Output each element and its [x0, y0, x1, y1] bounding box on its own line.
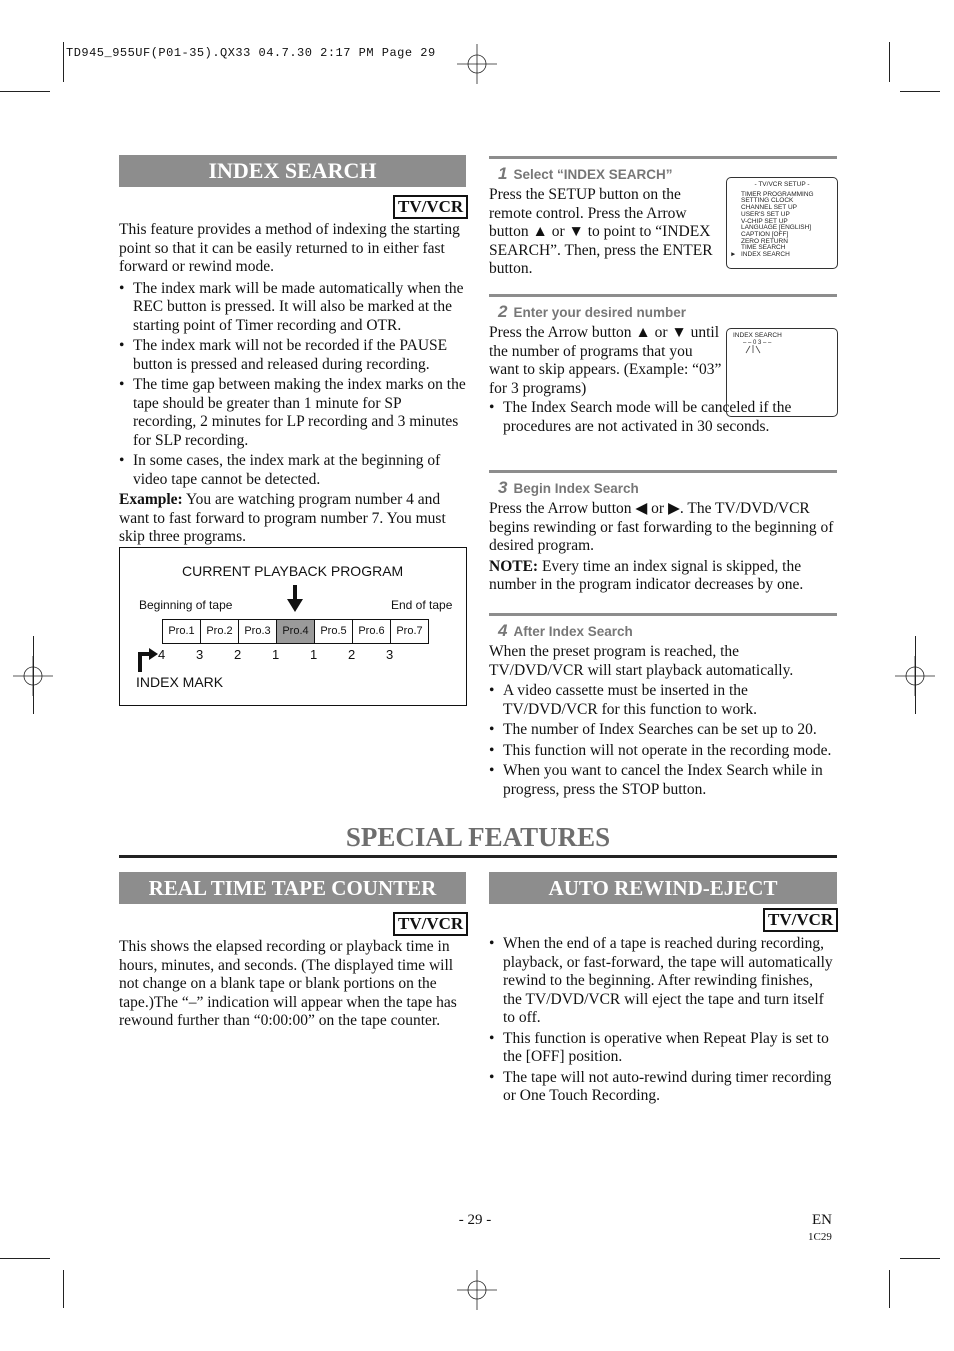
step-divider	[489, 156, 837, 159]
step-1-text: Press the SETUP button on the remote control. Press the Arrow button ▲ or ▼ to point to “INDEX SEARCH”. Then, press the ENTER button.	[489, 186, 713, 277]
step-divider	[489, 470, 837, 473]
index-search-screen	[726, 328, 838, 417]
crop-mark	[900, 1258, 940, 1259]
menu-item: INDEX SEARCH	[741, 251, 790, 259]
registration-mark-icon	[457, 44, 497, 84]
step-number: 3	[498, 478, 508, 497]
crop-mark	[0, 91, 50, 92]
step-title: Enter your desired number	[513, 305, 687, 320]
list-item: • The index mark will be made automatically when the REC button is pressed. It will also be marked at the starting point of Timer recording and OTR.	[119, 280, 467, 336]
list-item: • When you want to cancel the Index Search while in progress, press the STOP button.	[489, 762, 835, 799]
step-divider	[489, 613, 837, 616]
list-item: • The index mark will not be recorded if the PAUSE button is pressed and released during recording.	[119, 337, 467, 374]
document-code: 1C29	[808, 1231, 832, 1243]
step-2-heading	[498, 302, 686, 322]
tv-vcr-tag: TV/VCR	[393, 195, 468, 219]
menu-title: - TV/VCR SETUP -	[754, 181, 810, 188]
menu-item: USER'S SET UP	[741, 210, 790, 218]
print-header: TD945_955UF(P01-35).QX33 04.7.30 2:17 PM Page 29	[66, 46, 436, 60]
skip-count: 3	[386, 647, 394, 662]
list-item: • The Index Search mode will be canceled if the procedures are not activated in 30 seconds.	[489, 399, 834, 436]
step-divider	[489, 294, 837, 297]
menu-list	[730, 190, 837, 259]
crop-mark	[889, 1270, 890, 1308]
tv-vcr-tag: TV/VCR	[393, 912, 468, 936]
program-cell: Pro.4	[276, 619, 315, 644]
list-item: • A video cassette must be inserted in the TV/DVD/VCR for this function to work.	[489, 682, 835, 719]
crop-mark	[0, 1258, 50, 1259]
step-4-bullets	[489, 682, 835, 799]
list-item: • This function will not operate in the recording mode.	[489, 742, 835, 761]
crop-mark	[900, 91, 940, 92]
skip-count: 3	[196, 647, 204, 662]
step-number: 1	[498, 164, 508, 183]
arrow-down-icon	[287, 585, 303, 613]
screen-title: INDEX SEARCH	[733, 332, 782, 339]
index-search-title: INDEX SEARCH	[119, 155, 466, 187]
tape-counter-text: This shows the elapsed recording or playback time in hours, minutes, and seconds. (The displayed time will not change on a blank tape or blank portions on the tape.)The “–” indication will appear when the tape has rewound further than “0:00:00” on the tape counter.	[119, 938, 457, 1029]
list-item: • The time gap between making the index marks on the tape should be greater than 1 minute for SP recording, 2 minutes for LP recording and 3 minutes for SLP recording.	[119, 376, 467, 450]
crop-mark	[915, 636, 916, 714]
index-search-body	[119, 221, 467, 547]
step-4-text: When the preset program is reached, the TV/DVD/VCR will start playback automatically.	[489, 643, 794, 679]
crop-mark	[33, 636, 34, 714]
index-mark-label: INDEX MARK	[136, 674, 224, 690]
step-2-text: Press the Arrow button ▲ or ▼ until the number of programs that you want to skip appears. (Example: “03” for 3 programs)	[489, 324, 722, 397]
language-code: EN	[812, 1212, 832, 1228]
skip-count: 2	[348, 647, 356, 662]
step-number: 2	[498, 302, 508, 321]
program-cell: Pro.2	[200, 619, 239, 644]
menu-item: V-CHIP SET UP	[741, 217, 788, 225]
step-4-body	[489, 643, 835, 801]
list-item: • This function is operative when Repeat Play is set to the [OFF] position.	[489, 1030, 835, 1067]
step-title: Select “INDEX SEARCH”	[513, 167, 673, 182]
example-paragraph	[119, 491, 467, 547]
menu-item: CHANNEL SET UP	[741, 204, 797, 212]
note-label: NOTE:	[489, 557, 539, 575]
menu-item: SETTING CLOCK	[741, 197, 794, 205]
step-3-heading	[498, 478, 639, 498]
example-text: You are watching program number 4 and want to fast forward to program number 7. You must skip three programs.	[119, 491, 446, 545]
page-number: - 29 -	[458, 1212, 492, 1228]
list-item: • The tape will not auto-rewind during timer recording or One Touch Recording.	[489, 1069, 835, 1106]
blink-indicator-icon	[743, 343, 763, 355]
program-cell: Pro.7	[390, 619, 429, 644]
menu-item: TIMER PROGRAMMING	[741, 190, 814, 198]
menu-cursor-icon: ►	[730, 251, 737, 258]
step-1-heading	[498, 164, 673, 184]
step-4-heading	[498, 621, 633, 641]
tape-counter-title: REAL TIME TAPE COUNTER	[119, 872, 466, 904]
tv-vcr-tag: TV/VCR	[763, 908, 838, 932]
example-label: Example:	[119, 491, 183, 508]
special-features-title: SPECIAL FEATURES	[345, 822, 611, 852]
menu-item: CAPTION [OFF]	[741, 230, 789, 238]
note-text: Every time an index signal is skipped, the number in the program indicator decreases by one.	[489, 557, 804, 593]
intro-paragraph: This feature provides a method of indexing the starting point so that it can be easily returned to in either fast forward or rewind mode.	[119, 221, 460, 275]
list-item: • In some cases, the index mark at the beginning of video tape cannot be detected.	[119, 452, 467, 489]
skip-count: 1	[272, 647, 280, 662]
beginning-of-tape-label: Beginning of tape	[139, 598, 233, 612]
end-of-tape-label: End of tape	[391, 598, 453, 612]
step-3-body	[489, 500, 835, 595]
menu-item: ZERO RETURN	[741, 237, 788, 245]
skip-count: 4	[158, 647, 166, 662]
crop-mark	[63, 1270, 64, 1308]
auto-rewind-bullets	[489, 935, 835, 1108]
step-3-note	[489, 558, 835, 595]
registration-mark-icon	[457, 1270, 497, 1310]
step-number: 4	[498, 621, 508, 640]
menu-item: TIME SEARCH	[741, 244, 786, 252]
program-cell: Pro.1	[162, 619, 201, 644]
setup-menu-screen	[726, 177, 838, 269]
crop-mark	[889, 42, 890, 82]
step-title: Begin Index Search	[513, 481, 639, 496]
section-divider	[119, 855, 837, 858]
index-search-bullets	[119, 280, 467, 490]
program-cell: Pro.3	[238, 619, 277, 644]
list-item: • When the end of a tape is reached during recording, playback, or fast-forward, the tape will automatically rewind to the beginning. After rewinding finishes, the TV/DVD/VCR will eject the tape and turn itself to off.	[489, 935, 835, 1028]
step-3-text: Press the Arrow button ◀ or ▶. The TV/DVD/VCR begins rewinding or fast forwarding to the beginning of desired program.	[489, 500, 834, 554]
list-item: • The number of Index Searches can be set up to 20.	[489, 721, 835, 740]
menu-item: LANGUAGE [ENGLISH]	[741, 224, 812, 232]
program-cell: Pro.6	[352, 619, 391, 644]
program-cell: Pro.5	[314, 619, 353, 644]
skip-count: 1	[310, 647, 318, 662]
auto-rewind-title: AUTO REWIND-EJECT	[489, 872, 837, 904]
crop-mark	[63, 42, 64, 82]
skip-count: 2	[234, 647, 242, 662]
index-mark-icon	[136, 646, 160, 672]
step-title: After Index Search	[513, 624, 633, 639]
diagram-title: CURRENT PLAYBACK PROGRAM	[182, 563, 404, 579]
screen-value: – – 0 3 – –	[743, 339, 772, 346]
